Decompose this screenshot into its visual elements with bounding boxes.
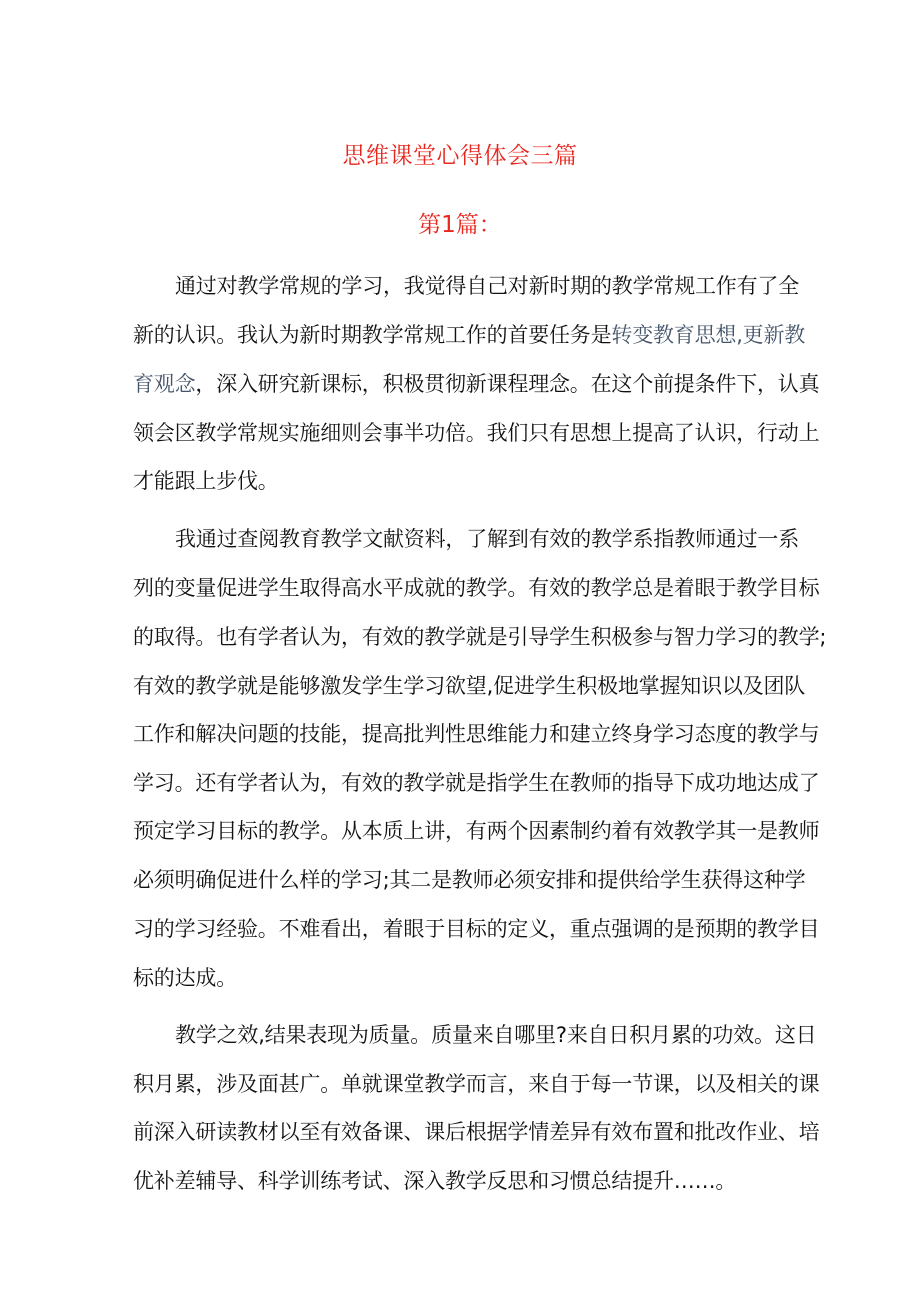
section-heading: 第1篇： [418, 212, 502, 238]
paragraph-3-line-4 [133, 1163, 793, 1199]
highlighted-phrase: 育观念 [133, 372, 196, 396]
text-run: 我通过查阅教育教学文献资料，了解到有效的教学系指教师通过一系 [175, 527, 799, 551]
paragraph-3-line-2 [133, 1066, 820, 1102]
paragraph-1-line-2 [133, 317, 806, 353]
text-run: 习的学习经验。不难看出，着眼于目标的定义，重点强调的是预期的教学目 [133, 917, 820, 941]
text-run: 领会区教学常规实施细则会事半功倍。我们只有思想上提高了认识，行动上 [133, 421, 820, 445]
text-run: 标的达成。 [133, 966, 237, 990]
paragraph-3-line-1 [175, 1017, 835, 1053]
paragraph-1-line-4 [133, 415, 820, 451]
text-run: 前深入研读教材以至有效备课、课后根据学情差异有效布置和批改作业、培 [133, 1120, 820, 1144]
paragraph-2-line-4 [133, 668, 806, 704]
text-run: 预定学习目标的教学。从本质上讲，有两个因素制约着有效教学其一是教师 [133, 819, 820, 843]
text-run: 工作和解决问题的技能，提高批判性思维能力和建立终身学习态度的教学与 [133, 722, 820, 746]
text-run: 通过对教学常规的学习，我觉得自己对新时期的教学常规工作有了全 [175, 274, 799, 298]
text-run: 学习。还有学者认为，有效的教学就是指学生在教师的指导下成功地达成了 [133, 771, 820, 795]
paragraph-2-line-7 [133, 813, 820, 849]
highlighted-phrase: 转变教育思想,更新教 [611, 323, 806, 347]
document-title: 思维课堂心得体会三篇 [342, 143, 578, 169]
paragraph-2-line-1 [175, 521, 835, 557]
paragraph-1-line-5 [133, 463, 793, 499]
text-run: 列的变量促进学生取得高水平成就的教学。有效的教学总是着眼于教学目标 [133, 576, 820, 600]
text-run: 必须明确促进什么样的学习;其二是教师必须安排和提供给学生获得这种学 [133, 868, 806, 892]
paragraph-2-line-5 [133, 716, 820, 752]
text-run: 积月累，涉及面甚广。单就课堂教学而言，来自于每一节课，以及相关的课 [133, 1072, 820, 1096]
text-run: 才能跟上步伐。 [133, 469, 279, 493]
text-run: 新的认识。我认为新时期教学常规工作的首要任务是 [133, 323, 612, 347]
paragraph-2-line-6 [133, 765, 820, 801]
paragraph-2-line-2 [133, 570, 820, 606]
paragraph-2-line-10 [133, 960, 793, 996]
text-run: 优补差辅导、科学训练考试、深入教学反思和习惯总结提升……。 [133, 1169, 737, 1193]
paragraph-1-line-1 [175, 268, 835, 304]
paragraph-2-line-3 [133, 619, 827, 655]
text-run: 教学之效,结果表现为质量。质量来自哪里?来自日积月累的功效。这日 [175, 1023, 817, 1047]
paragraph-3-line-3 [133, 1114, 820, 1150]
paragraph-2-line-9 [133, 911, 820, 947]
text-run: ，深入研究新课标，积极贯彻新课程理念。在这个前提条件下，认真 [195, 372, 820, 396]
paragraph-1-line-3 [133, 366, 820, 402]
text-run: 的取得。也有学者认为，有效的教学就是引导学生积极参与智力学习的教学; [133, 625, 827, 649]
text-run: 有效的教学就是能够激发学生学习欲望,促进学生积极地掌握知识以及团队 [133, 674, 806, 698]
paragraph-2-line-8 [133, 862, 806, 898]
